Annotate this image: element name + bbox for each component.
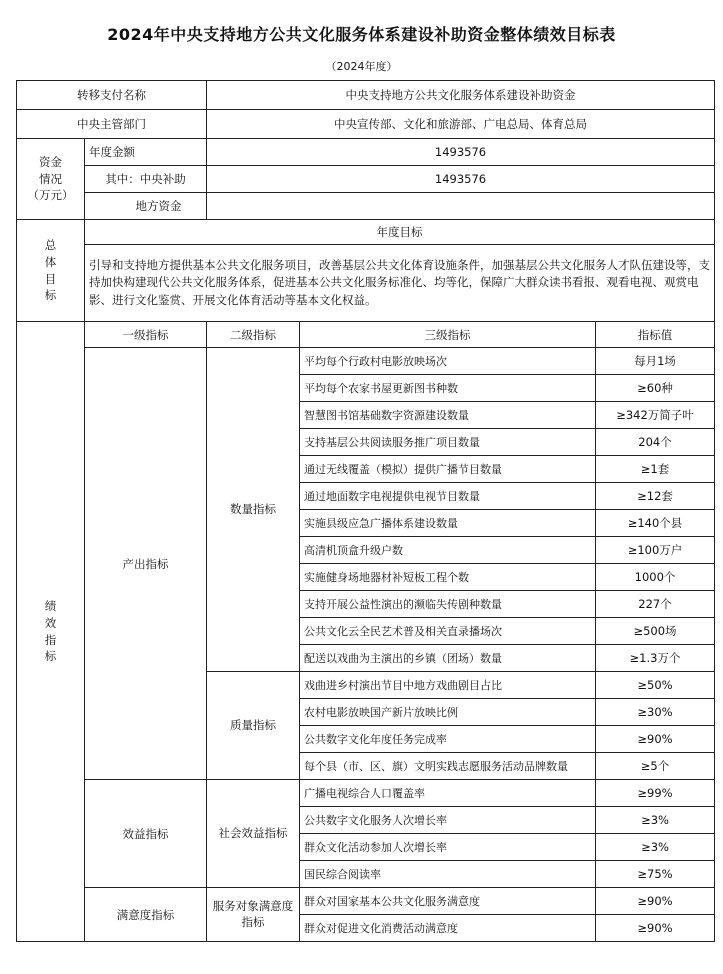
perf-indicators-label: 绩 效 指 标 (17, 322, 85, 942)
indicator-value: ≥50% (596, 672, 715, 699)
level1-indicator: 产出指标 (85, 348, 207, 780)
level3-indicator-name: 群众对促进文化消费活动满意度 (300, 915, 596, 942)
level2-indicator: 社会效益指标 (207, 780, 300, 888)
indicator-value: ≥99% (596, 780, 715, 807)
level3-indicator-name: 群众文化活动参加人次增长率 (300, 834, 596, 861)
indicator-value: ≥3% (596, 807, 715, 834)
level3-indicator-name: 公共数字文化服务人次增长率 (300, 807, 596, 834)
level3-indicator-name: 戏曲进乡村演出节目中地方戏曲剧目占比 (300, 672, 596, 699)
header-level2: 二级指标 (207, 322, 300, 348)
goal-text-row (17, 245, 715, 322)
indicator-value: 每月1场 (596, 348, 715, 375)
level3-indicator-name: 群众对国家基本公共文化服务满意度 (300, 888, 596, 915)
indicator-value: 204个 (596, 429, 715, 456)
dept-row (17, 110, 715, 139)
annual-goal-text: 引导和支持地方提供基本公共文化服务项目，改善基层公共文化体育设施条件，加强基层公共文化服务人才队伍建设等，支持加快构建现代公共文化服务体系，促进基本公共文化服务标准化、均等化，保障广大群众读书看报、观看电视、观赏电影、进行文化鉴赏、开展文化体育活动等基本文化权益。 (85, 245, 715, 322)
annual-goal-heading: 年度目标 (85, 220, 715, 245)
level3-indicator-name: 平均每个农家书屋更新图书种数 (300, 375, 596, 402)
dept-value: 中央宣传部、文化和旅游部、广电总局、体育总局 (207, 110, 715, 139)
level3-indicator-name: 公共文化云全民艺术普及相关直录播场次 (300, 618, 596, 645)
goal-heading-row (17, 220, 715, 245)
level2-indicator: 服务对象满意度指标 (207, 888, 300, 942)
central-subsidy-label: 其中：中央补助 (85, 166, 207, 193)
level2-indicator: 质量指标 (207, 672, 300, 780)
level1-indicator: 满意度指标 (85, 888, 207, 942)
indicator-value: ≥100万户 (596, 537, 715, 564)
header-value: 指标值 (596, 322, 715, 348)
central-subsidy-value: 1493576 (207, 166, 715, 193)
perf-header-row (17, 322, 715, 348)
level2-indicator: 数量指标 (207, 348, 300, 672)
transfer-name-value: 中央支持地方公共文化服务体系建设补助资金 (207, 81, 715, 110)
indicator-value: ≥3% (596, 834, 715, 861)
level3-indicator-name: 高清机顶盒升级户数 (300, 537, 596, 564)
local-funds-value (207, 193, 715, 220)
level3-indicator-name: 广播电视综合人口覆盖率 (300, 780, 596, 807)
indicator-value: ≥500场 (596, 618, 715, 645)
indicator-value: ≥12套 (596, 483, 715, 510)
header-level3: 三级指标 (300, 322, 596, 348)
level3-indicator-name: 支持开展公益性演出的濒临失传剧种数量 (300, 591, 596, 618)
indicator-value: ≥30% (596, 699, 715, 726)
level3-indicator-name: 智慧图书馆基础数字资源建设数量 (300, 402, 596, 429)
indicator-value: ≥1套 (596, 456, 715, 483)
annual-amount-value: 1493576 (207, 139, 715, 166)
level3-indicator-name: 实施县级应急广播体系建设数量 (300, 510, 596, 537)
indicator-row (17, 888, 715, 915)
annual-amount-label: 年度金额 (85, 139, 207, 166)
indicator-row (17, 348, 715, 375)
indicator-value: ≥1.3万个 (596, 645, 715, 672)
indicator-row (17, 780, 715, 807)
level3-indicator-name: 支持基层公共阅读服务推广项目数量 (300, 429, 596, 456)
funding-annual-row (17, 139, 715, 166)
indicator-value: ≥140个县 (596, 510, 715, 537)
local-funds-label: 地方资金 (85, 193, 207, 220)
indicator-value: 227个 (596, 591, 715, 618)
funding-central-row (17, 166, 715, 193)
indicator-value: ≥90% (596, 888, 715, 915)
level1-indicator: 效益指标 (85, 780, 207, 888)
level3-indicator-name: 通过地面数字电视提供电视节目数量 (300, 483, 596, 510)
level3-indicator-name: 国民综合阅读率 (300, 861, 596, 888)
indicator-value: 1000个 (596, 564, 715, 591)
level3-indicator-name: 公共数字文化年度任务完成率 (300, 726, 596, 753)
performance-target-table (16, 80, 715, 942)
indicator-value: ≥342万简子叶 (596, 402, 715, 429)
indicator-value: ≥90% (596, 915, 715, 942)
indicator-value: ≥90% (596, 726, 715, 753)
level3-indicator-name: 实施健身场地器材补短板工程个数 (300, 564, 596, 591)
level3-indicator-name: 每个县（市、区、旗）文明实践志愿服务活动品牌数量 (300, 753, 596, 780)
level3-indicator-name: 平均每个行政村电影放映场次 (300, 348, 596, 375)
indicator-value: ≥60种 (596, 375, 715, 402)
level3-indicator-name: 配送以戏曲为主演出的乡镇（团场）数量 (300, 645, 596, 672)
funding-local-row (17, 193, 715, 220)
indicator-value: ≥75% (596, 861, 715, 888)
header-level1: 一级指标 (85, 322, 207, 348)
dept-label: 中央主管部门 (17, 110, 207, 139)
overall-goal-label: 总 体 目 标 (17, 220, 85, 322)
transfer-name-label: 转移支付名称 (17, 81, 207, 110)
document-title: 2024年中央支持地方公共文化服务体系建设补助资金整体绩效目标表 (107, 25, 616, 44)
level3-indicator-name: 农村电影放映国产新片放映比例 (300, 699, 596, 726)
transfer-name-row (17, 81, 715, 110)
level3-indicator-name: 通过无线覆盖（模拟）提供广播节目数量 (300, 456, 596, 483)
indicator-value: ≥5个 (596, 753, 715, 780)
document-subtitle: （2024年度） (325, 60, 398, 73)
funding-label: 资金 情况 （万元） (17, 139, 85, 220)
